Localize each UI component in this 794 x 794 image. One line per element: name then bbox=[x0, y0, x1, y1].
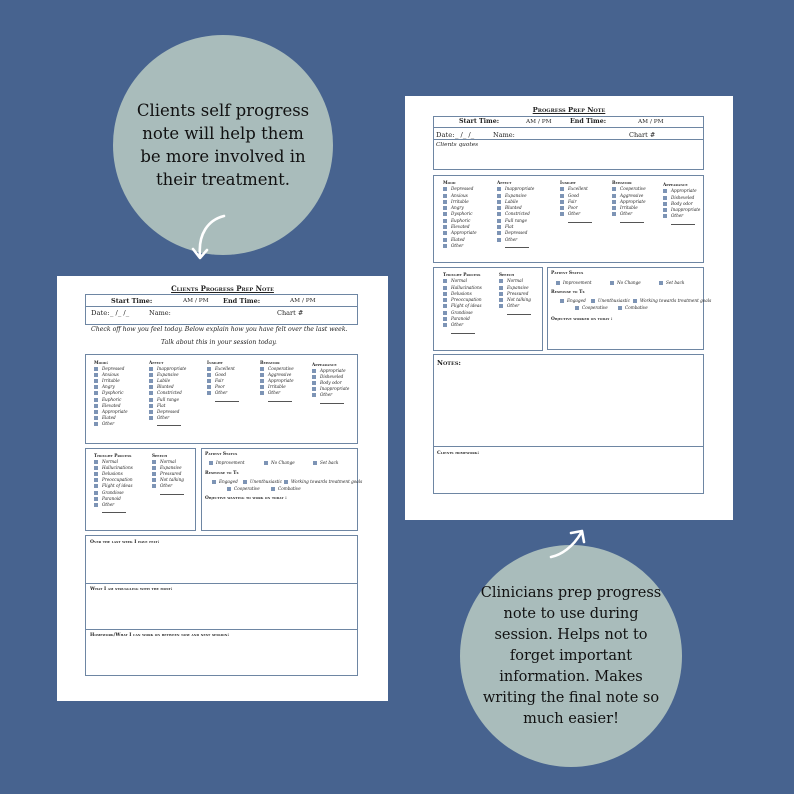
affect-item[interactable]: Flat bbox=[497, 224, 534, 230]
insight-item[interactable]: Good bbox=[207, 372, 239, 378]
response-tx-heading: Response to Tx bbox=[551, 290, 585, 295]
speech-item[interactable]: Normal bbox=[152, 459, 184, 465]
affect-item[interactable]: Full range bbox=[149, 397, 186, 403]
status-no-change-option[interactable]: No Change bbox=[610, 280, 641, 285]
affect-item[interactable]: Inappropriate bbox=[149, 366, 186, 372]
thought-item[interactable]: Other bbox=[443, 322, 482, 328]
behavior-item[interactable]: Irritable bbox=[260, 384, 294, 390]
speech-item[interactable]: Expansive bbox=[152, 465, 184, 471]
mood-item[interactable]: Other bbox=[443, 243, 477, 249]
appearance-column bbox=[312, 362, 349, 404]
thought-item[interactable]: Preoccupation bbox=[94, 477, 133, 483]
insight-column bbox=[207, 360, 239, 402]
name-label: Name: bbox=[149, 309, 171, 317]
thought-item[interactable]: Delusions bbox=[443, 291, 482, 297]
date-label: Date: bbox=[91, 309, 110, 317]
date-blank: _ /_ /_ bbox=[455, 131, 475, 139]
mood-item[interactable]: Irritable bbox=[443, 199, 477, 205]
affect-heading: Affect bbox=[497, 180, 512, 185]
behavior-item[interactable]: Other bbox=[260, 390, 294, 396]
insight-item[interactable]: Good bbox=[560, 193, 592, 199]
appearance-item[interactable]: Body odor bbox=[312, 380, 349, 386]
mood-item[interactable]: Elated bbox=[94, 415, 128, 421]
affect-item[interactable]: Constricted bbox=[497, 211, 534, 217]
thought-item[interactable]: Preoccupation bbox=[443, 297, 482, 303]
response-engaged-option[interactable]: Engaged bbox=[212, 479, 238, 484]
name-label: Name: bbox=[493, 131, 515, 139]
appearance-heading: Appearance bbox=[312, 362, 337, 367]
section-struggling-label: What I am struggling with the most: bbox=[90, 587, 173, 592]
mood-column bbox=[94, 360, 128, 427]
thought-item[interactable]: Paranoid bbox=[443, 316, 482, 322]
affect-column bbox=[149, 360, 186, 426]
start-am-pm: AM / PM bbox=[183, 297, 209, 304]
affect-item[interactable]: Constricted bbox=[149, 390, 186, 396]
insight-item[interactable]: Excellent bbox=[560, 186, 592, 192]
status-set-back-option[interactable]: Set back bbox=[659, 280, 684, 285]
affect-item[interactable]: Blunted bbox=[497, 205, 534, 211]
thought-item[interactable]: Normal bbox=[94, 459, 133, 465]
response-cooperative-option[interactable]: Cooperative bbox=[227, 486, 260, 491]
affect-item[interactable]: Other bbox=[149, 415, 186, 421]
insight-heading: Insight bbox=[560, 180, 576, 185]
insight-item[interactable]: Poor bbox=[207, 384, 239, 390]
behavior-item[interactable]: Cooperative bbox=[612, 186, 646, 192]
affect-item[interactable]: Inappropriate bbox=[497, 186, 534, 192]
affect-column bbox=[497, 180, 534, 248]
mood-item[interactable]: Other bbox=[94, 421, 128, 427]
mood-heading: Mood: bbox=[94, 360, 109, 365]
date-label: Date: bbox=[436, 131, 455, 139]
response-combative-option[interactable]: Combative bbox=[271, 486, 301, 491]
affect-item[interactable]: Other bbox=[497, 237, 534, 243]
end-am-pm: AM / PM bbox=[638, 118, 664, 125]
affect-item[interactable]: Expansive bbox=[149, 372, 186, 378]
callout-bottom bbox=[460, 545, 682, 767]
behavior-heading: Behavior bbox=[260, 360, 280, 365]
insight-column bbox=[560, 180, 592, 223]
response-cooperative-option[interactable]: Cooperative bbox=[575, 305, 608, 310]
behavior-item[interactable]: Cooperative bbox=[260, 366, 294, 372]
behavior-item[interactable]: Aggressive bbox=[612, 193, 646, 199]
speech-heading: Speech bbox=[152, 453, 168, 458]
mood-item[interactable]: Angry bbox=[443, 205, 477, 211]
start-am-pm: AM / PM bbox=[526, 118, 552, 125]
end-am-pm: AM / PM bbox=[290, 297, 316, 304]
mood-item[interactable]: Anxious bbox=[443, 193, 477, 199]
mood-item[interactable]: Depressed bbox=[94, 366, 128, 372]
start-time-label: Start Time: bbox=[111, 297, 153, 305]
mood-item[interactable]: Appropriate bbox=[94, 409, 128, 415]
start-time-label: Start Time: bbox=[459, 118, 500, 125]
affect-item[interactable]: Expansive bbox=[497, 193, 534, 199]
clinician-notes-box bbox=[433, 354, 704, 494]
mood-item[interactable]: Euphoric bbox=[443, 218, 477, 224]
thought-item[interactable]: Hallucinations bbox=[443, 285, 482, 291]
callout-bottom-text: Clinicians prep progress note to use during session. Helps not to forget important information. Makes writing the final note so much easier! bbox=[480, 584, 662, 727]
appearance-item[interactable]: Disheveled bbox=[663, 195, 700, 201]
mood-item[interactable]: Elated bbox=[443, 237, 477, 243]
speech-item[interactable]: Other bbox=[152, 483, 184, 489]
notes-label: Notes: bbox=[437, 359, 461, 367]
speech-column bbox=[152, 453, 184, 495]
insight-item[interactable]: Fair bbox=[207, 378, 239, 384]
thought-item[interactable]: Normal bbox=[443, 278, 482, 284]
response-combative-option[interactable]: Combative bbox=[618, 305, 648, 310]
behavior-column bbox=[612, 180, 646, 223]
client-progress-note-page bbox=[57, 276, 388, 701]
curved-arrow-down-icon bbox=[190, 212, 230, 262]
thought-process-heading: Thought Process bbox=[443, 272, 481, 277]
end-time-label: End Time: bbox=[223, 297, 261, 305]
thought-process-heading: Thought Process bbox=[94, 453, 132, 458]
speech-heading: Speech bbox=[499, 272, 515, 277]
clinician-progress-note-page bbox=[405, 96, 733, 520]
behavior-item[interactable]: Appropriate bbox=[612, 199, 646, 205]
status-improvement-option[interactable]: Improvement bbox=[209, 460, 245, 465]
speech-item[interactable]: Not talking bbox=[152, 477, 184, 483]
thought-process-column bbox=[94, 453, 133, 513]
mood-item[interactable]: Appropriate bbox=[443, 230, 477, 236]
appearance-item[interactable]: Body odor bbox=[663, 201, 700, 207]
instructions-line-2: Talk about this in your session today. bbox=[161, 339, 277, 346]
appearance-item[interactable]: Other bbox=[663, 213, 700, 219]
affect-item[interactable]: Depressed bbox=[149, 409, 186, 415]
callout-top-text: Clients self progress note will help them be more involved in their treatment. bbox=[136, 101, 310, 189]
insight-heading: Insight bbox=[207, 360, 223, 365]
thought-item[interactable]: Hallucinations bbox=[94, 465, 133, 471]
mood-item[interactable]: Depressed bbox=[443, 186, 477, 192]
instructions-line-1: Check off how you feel today. Below explain how you have felt over the last week. bbox=[91, 326, 348, 333]
insight-item[interactable]: Poor bbox=[560, 205, 592, 211]
clinician-note-title: Progress Prep Note bbox=[532, 106, 606, 114]
patient-status-heading: Patient Status bbox=[551, 271, 584, 276]
insight-item[interactable]: Fair bbox=[560, 199, 592, 205]
affect-item[interactable]: Labile bbox=[149, 378, 186, 384]
affect-item[interactable]: Flat bbox=[149, 403, 186, 409]
objective-label: Objective wanting to work on today : bbox=[205, 496, 287, 501]
curved-arrow-up-icon bbox=[545, 527, 589, 561]
section-homework-label: Homework/What I can work on between now and next session: bbox=[90, 633, 230, 638]
response-unenthusiastic-option[interactable]: Unenthusiastic bbox=[243, 479, 282, 484]
thought-item[interactable]: Grandiose bbox=[94, 490, 133, 496]
status-improvement-option[interactable]: Improvement bbox=[556, 280, 592, 285]
status-set-back-option[interactable]: Set back bbox=[313, 460, 338, 465]
behavior-column bbox=[260, 360, 294, 402]
mood-item[interactable]: Euphoric bbox=[94, 397, 128, 403]
thought-item[interactable]: Flight of ideas bbox=[443, 303, 482, 309]
mood-item[interactable]: Elevated bbox=[94, 403, 128, 409]
appearance-item[interactable]: Disheveled bbox=[312, 374, 349, 380]
mood-heading: Mood bbox=[443, 180, 456, 185]
insight-item[interactable]: Other bbox=[560, 211, 592, 217]
behavior-heading: Behavior bbox=[612, 180, 632, 185]
appearance-heading: Appearance bbox=[663, 182, 688, 187]
mood-column bbox=[443, 180, 477, 249]
chart-label: Chart # bbox=[629, 131, 656, 139]
affect-item[interactable]: Full range bbox=[497, 218, 534, 224]
response-working-option[interactable]: Working towards treatment goals bbox=[284, 479, 362, 484]
speech-item[interactable]: Other bbox=[499, 303, 531, 309]
speech-item[interactable]: Expansive bbox=[499, 285, 531, 291]
client-note-title: Clients Progress Prep Note bbox=[171, 284, 274, 293]
thought-item[interactable]: Paranoid bbox=[94, 496, 133, 502]
affect-heading: Affect bbox=[149, 360, 164, 365]
behavior-item[interactable]: Aggressive bbox=[260, 372, 294, 378]
speech-column bbox=[499, 272, 531, 315]
appearance-item[interactable]: Other bbox=[312, 392, 349, 398]
date-blank: _ /_ /_ bbox=[110, 309, 130, 317]
status-no-change-option[interactable]: No Change bbox=[264, 460, 295, 465]
appearance-item[interactable]: Inappropriate bbox=[312, 386, 349, 392]
response-tx-heading: Response to Tx bbox=[205, 471, 239, 476]
thought-item[interactable]: Delusions bbox=[94, 471, 133, 477]
insight-item[interactable]: Excellent bbox=[207, 366, 239, 372]
quotes-label: Clients quotes bbox=[436, 142, 479, 148]
speech-item[interactable]: Pressured bbox=[152, 471, 184, 477]
mood-item[interactable]: Dysphoric bbox=[94, 390, 128, 396]
affect-item[interactable]: Labile bbox=[497, 199, 534, 205]
thought-process-column bbox=[443, 272, 482, 334]
response-working-option[interactable]: Working towards treatment goals bbox=[633, 298, 711, 303]
behavior-item[interactable]: Other bbox=[612, 211, 646, 217]
speech-item[interactable]: Normal bbox=[499, 278, 531, 284]
appearance-column bbox=[663, 182, 700, 225]
response-unenthusiastic-option[interactable]: Unenthusiastic bbox=[591, 298, 630, 303]
objective-label: Objective worked on today : bbox=[551, 317, 613, 322]
affect-item[interactable]: Depressed bbox=[497, 230, 534, 236]
behavior-item[interactable]: Appropriate bbox=[260, 378, 294, 384]
end-time-label: End Time: bbox=[570, 118, 607, 125]
mood-item[interactable]: Anxious bbox=[94, 372, 128, 378]
section-felt-label: Over the last week I have felt: bbox=[90, 540, 160, 545]
patient-status-heading: Patient Status bbox=[205, 452, 238, 457]
mood-item[interactable]: Elevated bbox=[443, 224, 477, 230]
mood-item[interactable]: Irritable bbox=[94, 378, 128, 384]
chart-label: Chart # bbox=[277, 309, 304, 317]
response-engaged-option[interactable]: Engaged bbox=[560, 298, 586, 303]
mood-item[interactable]: Dysphoric bbox=[443, 211, 477, 217]
insight-item[interactable]: Other bbox=[207, 390, 239, 396]
speech-item[interactable]: Pressured bbox=[499, 291, 531, 297]
thought-item[interactable]: Grandiose bbox=[443, 310, 482, 316]
speech-item[interactable]: Not talking bbox=[499, 297, 531, 303]
behavior-item[interactable]: Irritable bbox=[612, 205, 646, 211]
thought-item[interactable]: Other bbox=[94, 502, 133, 508]
affect-item[interactable]: Blunted bbox=[149, 384, 186, 390]
homework-label: Clients homework: bbox=[437, 451, 480, 456]
appearance-item[interactable]: Appropriate bbox=[312, 368, 349, 374]
appearance-item[interactable]: Appropriate bbox=[663, 188, 700, 194]
client-writing-box bbox=[85, 535, 358, 676]
appearance-item[interactable]: Inappropriate bbox=[663, 207, 700, 213]
thought-item[interactable]: Flight of ideas bbox=[94, 483, 133, 489]
mood-item[interactable]: Angry bbox=[94, 384, 128, 390]
